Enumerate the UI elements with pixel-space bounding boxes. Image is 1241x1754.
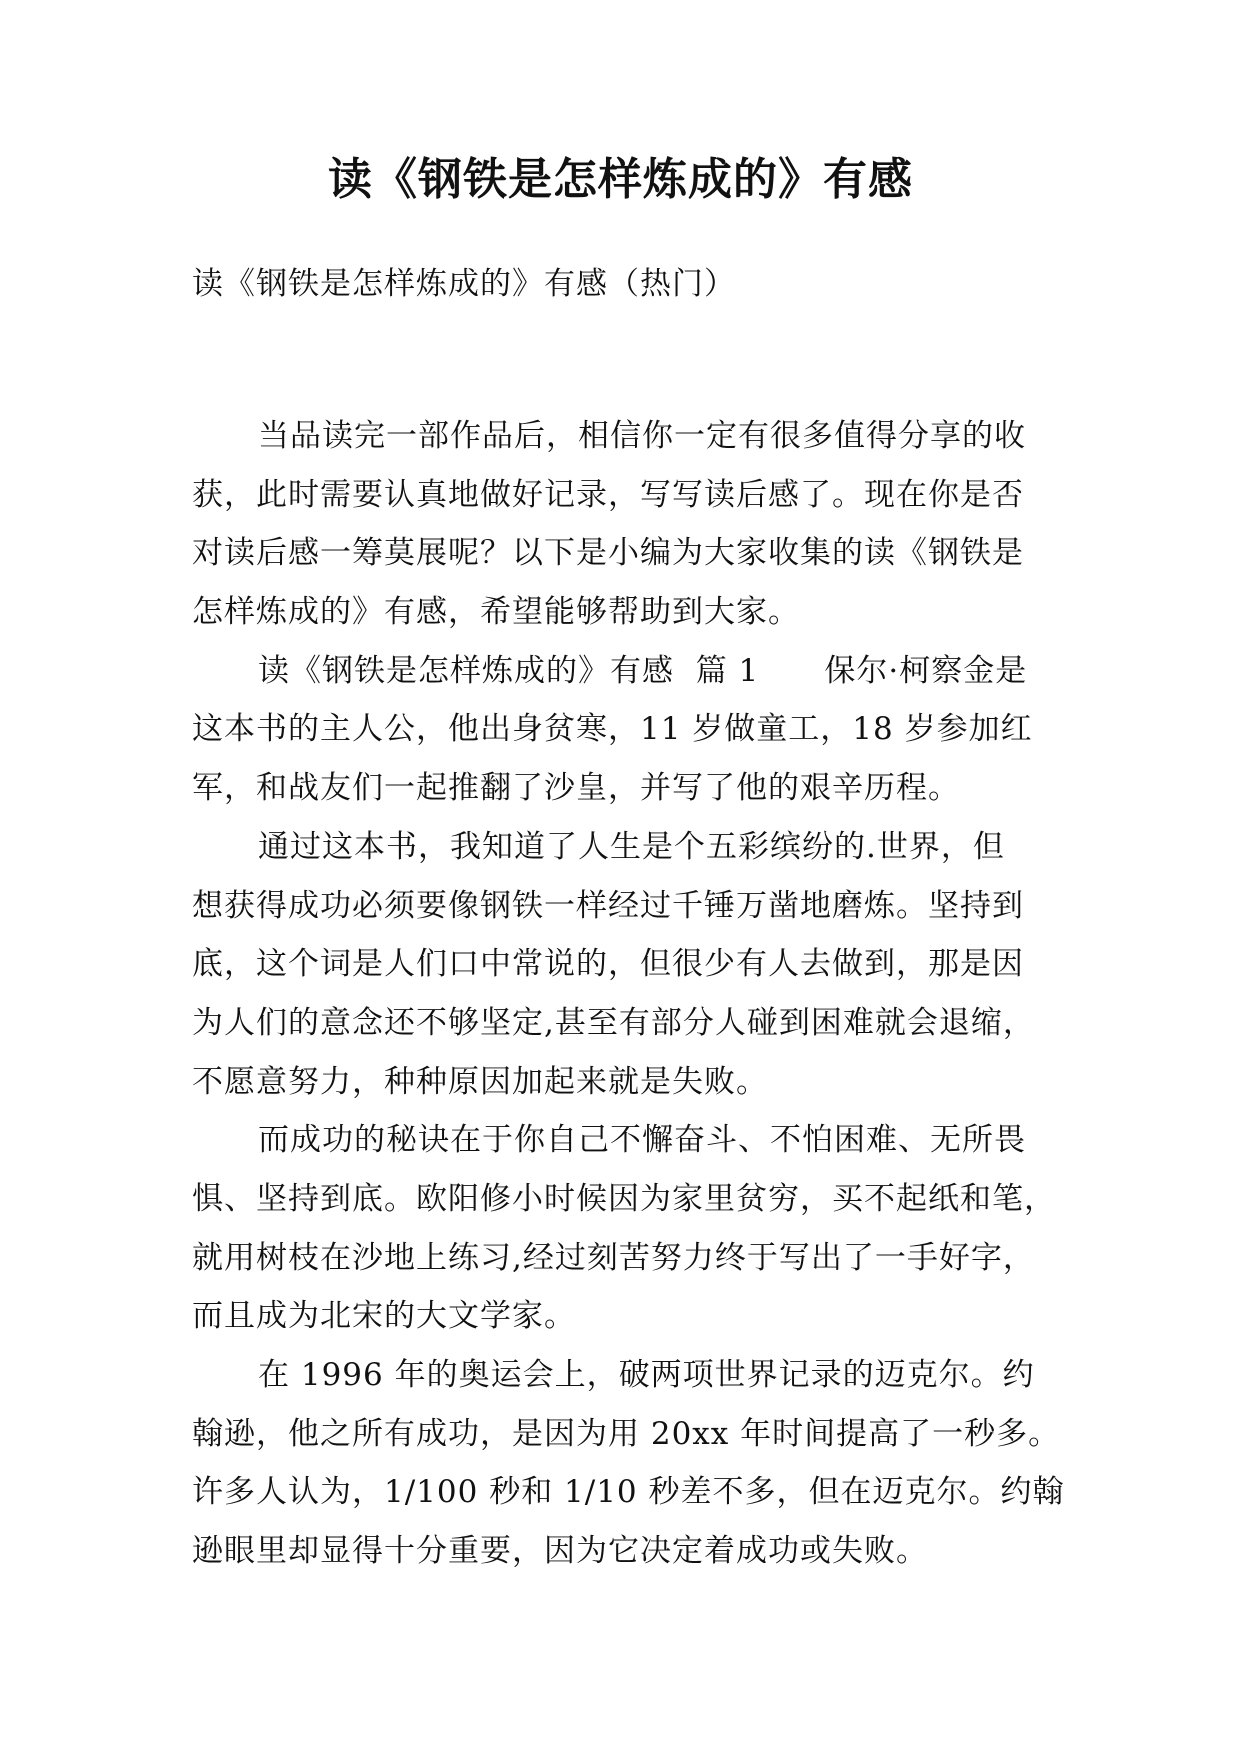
paragraph-line: 获，此时需要认真地做好记录，写写读后感了。现在你是否 [192, 476, 1024, 513]
paragraph-4 [192, 1111, 1056, 1346]
paragraph-line: 读《钢铁是怎样炼成的》有感 篇 1 保尔·柯察金是 [258, 652, 1028, 689]
document-title: 读《钢铁是怎样炼成的》有感 [328, 154, 913, 205]
paragraph-3 [192, 818, 1052, 1111]
paragraph-line: 这本书的主人公，他出身贫寒，11 岁做童工，18 岁参加红 [192, 711, 1033, 748]
paragraph-line: 当品读完一部作品后，相信你一定有很多值得分享的收 [258, 418, 1026, 454]
paragraph-line: 想获得成功必须要像钢铁一样经过千锤万凿地磨炼。坚持到 [192, 887, 1024, 924]
paragraph-line: 军，和战友们一起推翻了沙皇，并写了他的艰辛历程。 [192, 770, 960, 807]
document-subtitle: 读《钢铁是怎样炼成的》有感（热门） [192, 266, 736, 302]
paragraph-line: 怎样炼成的》有感，希望能够帮助到大家。 [192, 594, 800, 631]
paragraph-5 [192, 1346, 1065, 1581]
paragraph-line: 惧、坚持到底。欧阳修小时候因为家里贫穷，买不起纸和笔， [192, 1180, 1056, 1217]
paragraph-line: 而成功的秘诀在于你自己不懈奋斗、不怕困难、无所畏 [258, 1122, 1026, 1159]
paragraph-line: 逊眼里却显得十分重要，因为它决定着成功或失败。 [192, 1533, 928, 1570]
paragraph-line: 不愿意努力，种种原因加起来就是失败。 [192, 1063, 768, 1100]
paragraph-line: 就用树枝在沙地上练习,经过刻苦努力终于写出了一手好字， [192, 1239, 1035, 1276]
paragraph-line: 而且成为北宋的大文学家。 [192, 1298, 576, 1335]
paragraph-line: 翰逊，他之所有成功，是因为用 20xx 年时间提高了一秒多。 [192, 1415, 1061, 1452]
paragraph-1 [192, 407, 1052, 642]
paragraph-line: 在 1996 年的奥运会上，破两项世界记录的迈克尔。约 [258, 1357, 1035, 1393]
paragraph-line: 通过这本书，我知道了人生是个五彩缤纷的.世界，但 [258, 828, 1005, 865]
paragraph-2 [192, 642, 1052, 818]
document-body [192, 407, 1065, 1581]
paragraph-line: 对读后感一筹莫展呢？以下是小编为大家收集的读《钢铁是 [192, 535, 1024, 572]
paragraph-line: 为人们的意念还不够坚定,甚至有部分人碰到困难就会退缩， [192, 1004, 1035, 1041]
paragraph-line: 许多人认为，1/100 秒和 1/10 秒差不多，但在迈克尔。约翰 [192, 1474, 1065, 1511]
paragraph-line: 底，这个词是人们口中常说的，但很少有人去做到，那是因 [192, 946, 1024, 983]
